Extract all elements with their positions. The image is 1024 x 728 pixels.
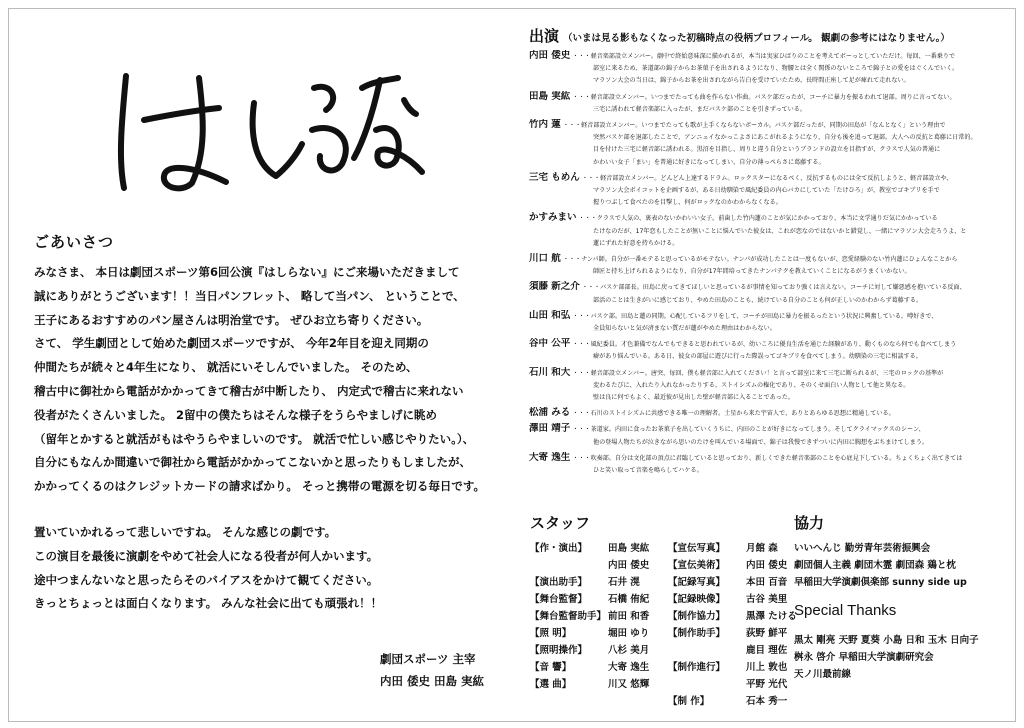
staff-role: 【宣伝写真】 bbox=[668, 543, 726, 554]
cast-description: ひと笑い取って音楽を鳴らしてハケる。 bbox=[593, 467, 703, 475]
cast-name: 川口 航 bbox=[529, 253, 561, 265]
cast-description: ・・・軽音部設立メンバー。唐突、毎回、僕も軽音部に入れてください！と言って部室に来て三宅に断られるが、三宅のロックの基準が bbox=[572, 369, 944, 377]
cast-description: 目を付けた三宅に軽音部に誘われる。黒沼を目指し、周りと違う自分というブランドの設立を目指すが、クラスで人気の普通に bbox=[593, 146, 941, 154]
staff-role: 【音 響】 bbox=[530, 662, 572, 673]
cast-line bbox=[593, 238, 1015, 250]
staff-row bbox=[668, 642, 797, 659]
cast-line bbox=[593, 75, 1015, 87]
cast-description: 癖があり悩んでいる。ある日、彼女の部屋に遊びに行った際誤ってゴキブリを食べてしまう。幼馴染の三宅に相談する。 bbox=[593, 353, 922, 361]
staff-person: 前田 和香 bbox=[608, 611, 650, 622]
cast-note: （いまは見る影もなくなった初稿時点の役柄プロフィール。 観劇の参考にはなりません。） bbox=[563, 33, 950, 44]
staff-row bbox=[668, 693, 797, 710]
cast-line bbox=[593, 63, 1015, 75]
cast-description: たけなのだが、17年恋もしたことが無いことに悩んでいた彼女は、これが恋なのではないかと錯覚し、一緒にマラソン大会走ろうよ、と bbox=[593, 227, 967, 235]
cast-line bbox=[593, 185, 1015, 197]
cast-entry bbox=[529, 281, 1015, 306]
staff-role: 【作・演出】 bbox=[530, 543, 588, 554]
greeting-line: さて、 学生劇団として始めた劇団スポーツですが、 今年2年目を迎え同期の bbox=[34, 336, 429, 351]
cast-line bbox=[593, 266, 1015, 278]
cooperation-line: 早稲田大学演劇倶楽部 sunny side up bbox=[794, 577, 967, 588]
signature-names: 内田 倭史 田島 実紘 bbox=[380, 674, 485, 688]
cast-line bbox=[529, 407, 1015, 420]
staff-role: 【演出助手】 bbox=[530, 577, 588, 588]
staff-role: 【制作進行】 bbox=[668, 662, 726, 673]
cast-description: ・・・軽音部設立メンバー。いつまでたっても歌が上手くならないボーカル。バスケ部だったが、同期の田島が「なんとなく」という理由で bbox=[562, 122, 946, 130]
staff-row bbox=[530, 608, 649, 625]
cast-line bbox=[529, 423, 1015, 436]
greeting-line: 途中つまんないなと思ったらそのバイアスをかけて観てください。 bbox=[34, 572, 379, 587]
staff-row bbox=[530, 540, 649, 557]
cast-line bbox=[529, 253, 1015, 266]
staff-role: 【制作助手】 bbox=[668, 628, 726, 639]
cast-description: ・・・吹奏部。自分は文化部の頂点に君臨していると思っており、新しくできた軽音楽部のことを心底見下している。ちょくちょく出てきては bbox=[572, 454, 963, 462]
cast-entry bbox=[529, 50, 1015, 88]
cast-name: 竹内 蓮 bbox=[529, 119, 561, 131]
cast-name: 田島 実紘 bbox=[529, 90, 571, 102]
cast-name: 三宅 もめん bbox=[529, 171, 580, 183]
cast-line bbox=[529, 50, 1015, 63]
greeting-line: 稽古中に御社から電話がかかってきて稽古が中断したり、 内定式で稽古に来れない bbox=[34, 383, 464, 398]
staff-column-2 bbox=[668, 540, 797, 710]
staff-row bbox=[530, 659, 649, 676]
staff-role: 【宣伝美術】 bbox=[668, 560, 726, 571]
staff-row bbox=[668, 540, 797, 557]
cooperation-line: いいへんじ 勤労青年芸術振興会 bbox=[794, 543, 931, 554]
staff-row bbox=[668, 608, 797, 625]
staff-row bbox=[668, 574, 797, 591]
cast-description: 師匠と持ち上げられるようになり、自分が17年間培ってきたナンパテクを教えていくことになるがうまくいかない。 bbox=[593, 268, 911, 276]
cast-entry bbox=[529, 407, 1015, 420]
cast-description: ・・・石川のストイシズムに共感できる唯一の理解者。土星から来た宇宙人で、ありとあらゆる思想に精通している。 bbox=[572, 410, 895, 418]
greeting-line: みなさま、 本日は劇団スポーツ第6回公演『はしらない』にご来場いただきまして bbox=[34, 265, 460, 279]
staff-row bbox=[668, 625, 797, 642]
staff-row bbox=[530, 642, 649, 659]
staff-person: 田島 実紘 bbox=[608, 543, 650, 554]
cast-description: 蓮にずれた好意を持ちかける。 bbox=[593, 239, 679, 247]
staff-person: 堀田 ゆり bbox=[608, 628, 650, 639]
cast-line bbox=[593, 144, 1015, 156]
cast-line bbox=[593, 323, 1015, 335]
staff-person: 大寄 逸生 bbox=[608, 662, 650, 673]
cast-entry bbox=[529, 452, 1015, 477]
cast-description: ・・・クラスで人気の、裏表のないかわいい女子。前歯した竹内蓮のことが気にかかっており、本当に文学通りだ気にかかっている bbox=[578, 215, 938, 223]
staff-role bbox=[668, 642, 746, 659]
cast-line bbox=[593, 197, 1015, 209]
staff-role: 【選 曲】 bbox=[530, 679, 572, 690]
greeting-line: （留年とかすると就活がもはやうらやましいのです。 就活で忙しい感じやりたい。）、 bbox=[34, 431, 475, 446]
greeting-line: かかってくるのはクレジットカードの請求ばかり。 そっと携帯の電源を切る毎日です。 bbox=[34, 479, 485, 494]
staff-person: 荻野 鮮平 bbox=[746, 628, 788, 639]
staff-row bbox=[668, 591, 797, 608]
cast-description: 変わるたびに、入れたり入れなかったりする。ストイシズムの権化であり、そのくせ面白い人物として他と異なる。 bbox=[593, 381, 910, 389]
cast-entry bbox=[529, 423, 1015, 448]
staff-row bbox=[668, 557, 797, 574]
staff-person: 川又 悠輝 bbox=[608, 679, 650, 690]
greeting-line: 王子にあるおすすめのパン屋さんは明治堂です。 ぜひお立ち寄りください。 bbox=[34, 312, 429, 327]
cast-line bbox=[529, 91, 1015, 104]
cooperation-list bbox=[794, 540, 967, 591]
special-thanks-line: 天ノ川最前線 bbox=[794, 669, 852, 680]
cast-line bbox=[593, 392, 1015, 404]
cast-entry bbox=[529, 338, 1015, 363]
cast-line bbox=[593, 437, 1015, 449]
staff-column-1 bbox=[530, 540, 649, 693]
cast-name: 石川 和大 bbox=[529, 366, 571, 378]
cast-line bbox=[593, 157, 1015, 169]
staff-person: 八杉 美月 bbox=[608, 645, 650, 656]
cast-description: ・・・バスケ部部長。田島に戻ってきてほしいと思っているが事情を知っており強くは言えない。コーチに対して嫌悪感を抱いている反面、 bbox=[581, 284, 966, 292]
staff-person: 平野 光代 bbox=[746, 679, 788, 690]
cast-description: 部活のことは生きがいに感じており、やめた田島のことも、続けている自分のことも何が正しいのかわからず葛藤する。 bbox=[593, 296, 923, 304]
cast-entry bbox=[529, 310, 1015, 335]
staff-person: 内田 倭史 bbox=[746, 560, 788, 571]
staff-person: 本田 百音 bbox=[746, 577, 788, 588]
cast-line bbox=[593, 465, 1015, 477]
cast-line bbox=[529, 310, 1015, 323]
cast-line bbox=[593, 295, 1015, 307]
cast-line bbox=[593, 104, 1015, 116]
greeting-line: 仲間たちが続々と4年生になり、 就活にいそしんでいました。 そのため、 bbox=[34, 360, 418, 375]
staff-person: 内田 倭史 bbox=[608, 560, 650, 571]
cast-name: 山田 和弘 bbox=[529, 309, 571, 321]
staff-person: 古谷 美里 bbox=[746, 594, 788, 605]
cast-heading: 出演 bbox=[529, 27, 560, 45]
greeting-line: 自分にもなんか間違いで御社から電話がかかってこないかと思ったりもしましたが、 bbox=[34, 455, 471, 470]
staff-row bbox=[530, 557, 649, 574]
cast-line bbox=[593, 226, 1015, 238]
cast-description: 全員知らないと気が済まない質だが蓮がやめた理由はわからない。 bbox=[593, 325, 776, 333]
cast-name: 谷中 公平 bbox=[529, 338, 571, 350]
special-thanks-line: 桝永 啓介 早稲田大学演劇研究会 bbox=[794, 652, 934, 663]
staff-row bbox=[530, 591, 649, 608]
cast-entry bbox=[529, 91, 1015, 116]
cast-name: 大寄 逸生 bbox=[529, 451, 571, 463]
cast-name: 澤田 靖子 bbox=[529, 423, 571, 435]
greeting-line: 役者がたくさんいました。 2留中の僕たちはそんな様子をうらやましげに眺め bbox=[34, 407, 438, 422]
staff-person: 月館 森 bbox=[746, 543, 778, 554]
cast-description: ・・・軽音部設立メンバー。いつまでたっても曲を作らない作曲。バスケ部だったが、コーチに暴力を振るわれて退部。周りに言ってない。 bbox=[572, 93, 956, 101]
cast-description: 壁は良に何でもよく、最近彼が見出した壁が軽音部に入ることであった。 bbox=[593, 394, 794, 402]
cast-entry bbox=[529, 253, 1015, 278]
cast-description: ・・・軽音部設立メンバー。どんどん上達するドラム。ロックスターになるべく、反抗するものには全て反抗しようと、軽音部設立や、 bbox=[581, 174, 953, 182]
cast-line bbox=[529, 452, 1015, 465]
cast-description: 三宅に誘われて軽音楽部に入ったが、まだバスケ部のことを引きずっている。 bbox=[593, 105, 806, 113]
cast-description: ・・・風紀委員。才色兼備でなんでもできると思われているが、幼いころに優良生活を通じた経験があり、動くものなら何でも食べてしまう bbox=[572, 341, 957, 349]
staff-role: 【照明操作】 bbox=[530, 645, 588, 656]
greeting-line: 誠にありがとうございます！！当日パンフレット、 略して当パン、 ということで、 bbox=[34, 288, 465, 303]
staff-role bbox=[530, 557, 608, 574]
cast-name: 松浦 みる bbox=[529, 407, 571, 419]
cast-line bbox=[529, 172, 1015, 185]
cast-name: 内田 倭史 bbox=[529, 50, 571, 61]
staff-row bbox=[530, 625, 649, 642]
special-thanks-heading: Special Thanks bbox=[794, 602, 897, 619]
greeting-signature bbox=[380, 648, 484, 692]
cast-line bbox=[529, 367, 1015, 380]
staff-role: 【制 作】 bbox=[668, 696, 710, 707]
cast-description: ・・・バスケ部。田島と蓮の同期。心配しているフリをして、コーチが田島に暴力を振るったという状況に興奮している。噂好きで、 bbox=[572, 312, 938, 320]
cast-description: 部室に来るため、茶道部の錦子からお茶菓子を出されるようになり、物腰とは全く関係のないところで錦子との愛をはぐくんでいく。 bbox=[593, 65, 959, 73]
cast-name: かすみまい bbox=[529, 212, 577, 224]
staff-person: 黒澤 たける bbox=[746, 611, 797, 622]
staff-role: 【記録写真】 bbox=[668, 577, 726, 588]
staff-person: 川上 敦也 bbox=[746, 662, 788, 673]
cast-description: ・・・軽音楽部設立メンバー。劇中で終始意味深に描かれるが、本当は実家ひばりのことを考えてボーっとしていただけ。毎回、一番乗りで bbox=[572, 53, 956, 60]
greeting-body bbox=[34, 261, 512, 616]
staff-role bbox=[668, 676, 746, 693]
cast-description: 握りつぶして食べたのを目撃し、何がロックなのかわからなくなる。 bbox=[593, 199, 782, 207]
staff-person: 石井 滉 bbox=[608, 577, 640, 588]
cast-header bbox=[529, 25, 950, 46]
staff-person: 鹿目 理佐 bbox=[746, 645, 788, 656]
cooperation-heading: 協力 bbox=[794, 514, 825, 532]
cast-description: 他の登場人物たちが泣きながら思いのたけを叫んでいる場面で、錦子は我慢できずついに内田に胸想をぶちまけてしまう。 bbox=[593, 438, 929, 446]
cast-line bbox=[529, 338, 1015, 351]
cast-description: ・・・ナンパ師。自分が一番モテると思っているがモテない。ナンパが成功したことは一度もないが、恋愛経験のない竹内蓮にひょんなことから bbox=[562, 256, 958, 264]
staff-row bbox=[530, 676, 649, 693]
cast-line bbox=[593, 380, 1015, 392]
staff-heading: スタッフ bbox=[530, 514, 591, 532]
staff-row bbox=[530, 574, 649, 591]
staff-role: 【舞台監督】 bbox=[530, 594, 588, 605]
cast-line bbox=[593, 132, 1015, 144]
cast-description: マラソン大会の当日は、錦子からお茶を出されながら告白を受けていたため、長時間正座して足が痺れて走れない。 bbox=[593, 77, 910, 85]
staff-role: 【記録映像】 bbox=[668, 594, 726, 605]
cast-name: 須藤 新之介 bbox=[529, 281, 580, 293]
staff-role: 【照 明】 bbox=[530, 628, 572, 639]
cast-description: ・・・茶道家。内田に食ったお茶菓子を出していくうちに、内田のことが好きになってしまう。そしてクライマックスのシーン、 bbox=[572, 426, 925, 434]
cast-line bbox=[593, 351, 1015, 363]
greeting-heading: ごあいさつ bbox=[34, 233, 115, 251]
staff-person: 石本 秀一 bbox=[746, 696, 788, 707]
cast-description: かわいい女子「まい」を普通に好きになってしまい、自分の薄っぺらさに葛藤する。 bbox=[593, 158, 825, 166]
special-thanks-list bbox=[794, 632, 979, 683]
cast-entry bbox=[529, 367, 1015, 405]
special-thanks-line: 黒太 剛亮 天野 夏葵 小島 日和 玉木 日向子 bbox=[794, 635, 979, 646]
staff-role: 【舞台監督助手】 bbox=[530, 611, 607, 622]
staff-role: 【制作協力】 bbox=[668, 611, 726, 622]
greeting-line: この演目を最後に演劇をやめて社会人になる役者が何人かいます。 bbox=[34, 548, 379, 563]
cast-line bbox=[529, 281, 1015, 294]
cast-entry bbox=[529, 212, 1015, 250]
cast-line bbox=[529, 212, 1015, 225]
cast-entry bbox=[529, 172, 1015, 210]
greeting-line: きっとちょっとは面白くなります。 みんな社会に出ても頑張れ！！ bbox=[34, 596, 383, 611]
title-logo bbox=[104, 48, 434, 198]
cooperation-line: 劇団個人主義 劇団木霊 劇団森 鶏と枕 bbox=[794, 560, 956, 571]
greeting-line: 置いていかれるって悲しいですね。 そんな感じの劇です。 bbox=[34, 524, 337, 539]
cast-list bbox=[529, 50, 1015, 480]
signature-org: 劇団スポーツ 主宰 bbox=[380, 652, 476, 666]
staff-row bbox=[668, 676, 797, 693]
cast-description: 突然バスケ部を退部したことで、アンニュイなかっこよさにあこがれるようになり、自分も後を追って退部。大人への反抗と葛藤に日常的。 bbox=[593, 134, 977, 142]
cast-entry bbox=[529, 119, 1015, 169]
staff-row bbox=[668, 659, 797, 676]
cast-line bbox=[529, 119, 1015, 132]
cast-description: マラソン大会ボイコットを企画するが、ある日幼馴染で風紀委員の内心バカにしていた「たけひろ」が、教室でゴキブリを手で bbox=[593, 187, 940, 195]
staff-person: 石橋 侑紀 bbox=[608, 594, 650, 605]
